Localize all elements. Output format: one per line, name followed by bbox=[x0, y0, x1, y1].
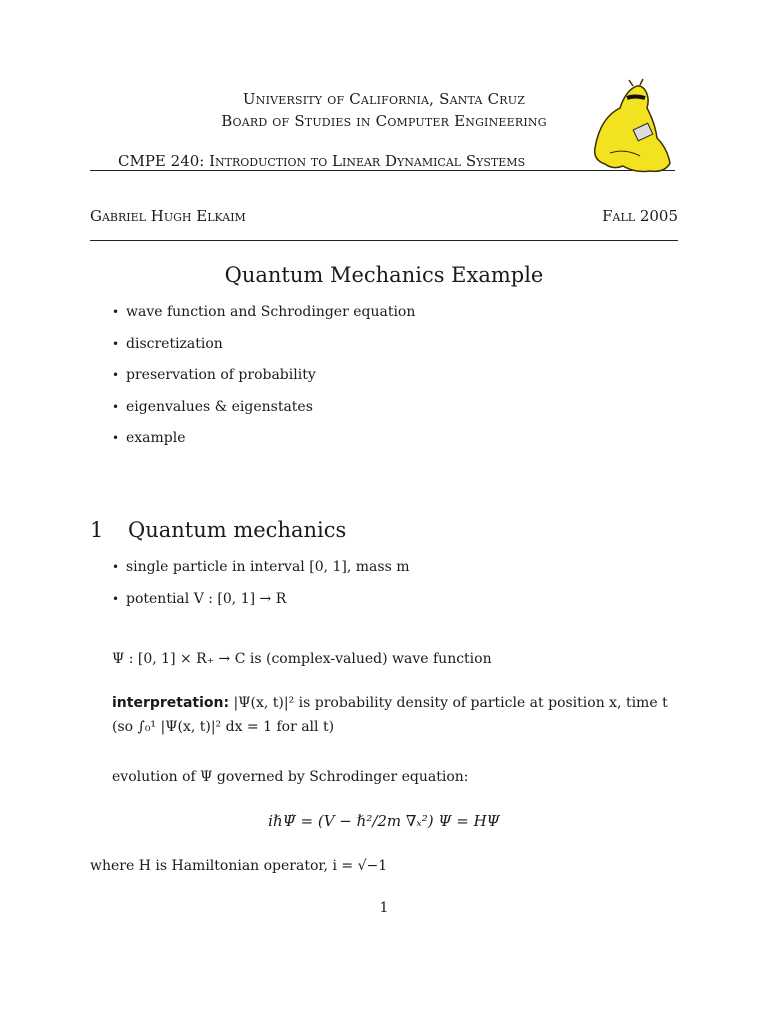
sunglasses-icon bbox=[627, 97, 645, 99]
antenna-icon bbox=[629, 79, 643, 86]
list-item: • wave function and Schrodinger equation bbox=[112, 304, 416, 320]
board-name: Board of Studies in Computer Engineering bbox=[221, 112, 547, 130]
bullet-icon: • bbox=[112, 337, 120, 351]
bullet-icon: • bbox=[112, 592, 120, 606]
bullet-icon: • bbox=[112, 400, 120, 414]
list-item: • preservation of probability bbox=[112, 367, 316, 383]
interpretation-label: interpretation: bbox=[112, 695, 230, 711]
schrodinger-equation: iℏΨ̇ = (V − ℏ²/2m ∇ₓ²) Ψ = HΨ bbox=[268, 812, 500, 830]
term: Fall 2005 bbox=[602, 207, 678, 225]
list-item: • eigenvalues & eigenstates bbox=[112, 399, 313, 415]
bullet-icon: • bbox=[112, 560, 120, 574]
author-name: Gabriel Hugh Elkaim bbox=[90, 207, 246, 225]
list-item: • discretization bbox=[112, 336, 223, 352]
university-name: University of California, Santa Cruz bbox=[242, 90, 526, 108]
course-title: CMPE 240: Introduction to Linear Dynamical Systems bbox=[118, 152, 526, 170]
interpretation-line bbox=[112, 695, 668, 711]
banana-slug-logo bbox=[585, 78, 677, 178]
list-item: • potential V : [0, 1] → R bbox=[112, 591, 287, 607]
hamiltonian-text: where H is Hamiltonian operator, i = √−1 bbox=[90, 858, 388, 874]
section-title: Quantum mechanics bbox=[128, 518, 347, 542]
list-item: • single particle in interval [0, 1], mass m bbox=[112, 559, 410, 575]
list-item: • example bbox=[112, 430, 186, 446]
wave-function-definition: Ψ : [0, 1] × R₊ → C is (complex-valued) wave function bbox=[112, 651, 492, 667]
bullet-icon: • bbox=[112, 431, 120, 445]
page-number: 1 bbox=[379, 900, 389, 916]
interpretation-text: |Ψ(x, t)|² is probability density of particle at position x, time t bbox=[233, 695, 668, 711]
normalization-condition: (so ∫₀¹ |Ψ(x, t)|² dx = 1 for all t) bbox=[112, 719, 335, 735]
header-rule-bottom bbox=[90, 240, 678, 241]
section-heading bbox=[90, 518, 346, 542]
bullet-icon: • bbox=[112, 305, 120, 319]
evolution-text: evolution of Ψ governed by Schrodinger equation: bbox=[112, 769, 469, 785]
slug-body bbox=[595, 86, 670, 172]
section-number: 1 bbox=[90, 518, 104, 542]
document-title: Quantum Mechanics Example bbox=[224, 263, 544, 287]
bullet-icon: • bbox=[112, 368, 120, 382]
